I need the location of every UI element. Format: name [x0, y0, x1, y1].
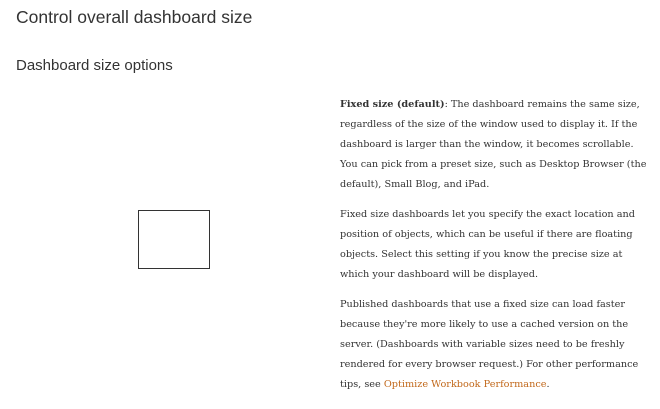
- fixed-size-illustration: [138, 210, 210, 269]
- paragraph-fixed-size-default: [340, 95, 652, 195]
- optimize-workbook-performance-link[interactable]: Optimize Workbook Performance: [383, 379, 547, 390]
- fixed-size-term: Fixed size (default): [340, 99, 445, 110]
- fixed-size-description: [340, 95, 652, 395]
- paragraph-fixed-size-positioning: [340, 205, 652, 285]
- paragraph-published-dashboards: [340, 295, 652, 395]
- page-title: Control overall dashboard size: [16, 7, 253, 27]
- section-title: Dashboard size options: [16, 57, 173, 74]
- paragraph-text: Published dashboards that use a fixed size can load faster because they're more likely to use a cached version on the server. (Dashboards with variable sizes need to be freshly rendered for every browser request.) For other performance tips, see: [340, 299, 639, 390]
- paragraph-text: : The dashboard remains the same size, regardless of the size of the window used to display it. If the dashboard is larger than the window, it becomes scrollable. You can pick from a preset size, such as Desktop Browser (the default), Small Blog, and iPad.: [340, 99, 647, 190]
- paragraph-text: Fixed size dashboards let you specify the exact location and position of objects, which can be useful if there are floating objects. Select this setting if you know the precise size at which your dashboard will be displayed.: [340, 209, 635, 280]
- paragraph-text-end: .: [546, 379, 550, 390]
